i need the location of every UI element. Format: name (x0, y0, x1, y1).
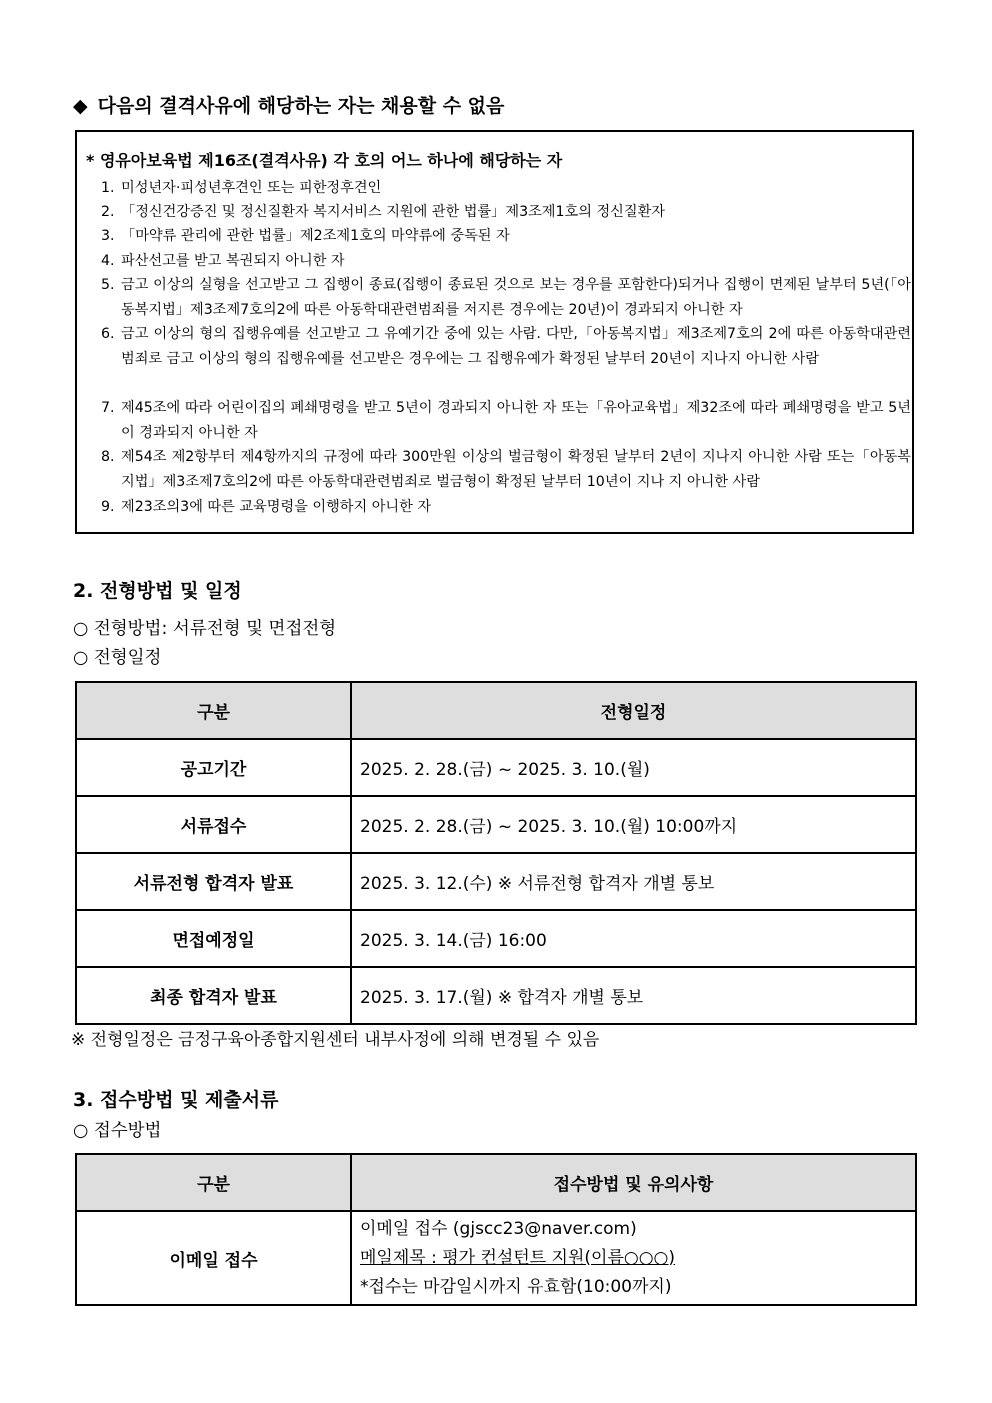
list-item: 9. 제23조의3에 따른 교육명령을 이행하지 아니한 자 (101, 499, 432, 515)
list-item: 6. 금고 이상의 형의 집행유예를 선고받고 그 유예기간 중에 있는 사람. 다만,「아동복지법」제3조제7호의 2에 따른 아동학대관련범죄로 금고 이상의 형의 집행유예를 선고받은 경우에는 그 집행유예가 확정된 날부터 20년이 지나지 아니한 사람 (101, 326, 911, 367)
deadline-note: *접수는 마감일시까지 유효함(10:00까지) (360, 1276, 672, 1297)
list-item: 2. 「정신건강증진 및 정신질환자 복지서비스 지원에 관한 법률」제3조제1호의 정신질환자 (101, 204, 665, 220)
table-header-row (76, 1154, 916, 1211)
row-value: 2025. 3. 17.(월) ※ 합격자 개별 통보 (351, 967, 916, 1024)
table-header-row (76, 682, 916, 739)
row-value: 2025. 3. 12.(수) ※ 서류전형 합격자 개별 통보 (351, 853, 916, 910)
list-item: 7. 제45조에 따라 어린이집의 폐쇄명령을 받고 5년이 경과되지 아니한 자 또는「유아교육법」제32조에 따라 폐쇄명령을 받고 5년이 경과되지 아니한 자 (101, 400, 911, 441)
table-row (76, 967, 916, 1024)
mail-subject-line: 메일제목 : 평가 컨설턴트 지원(이름○○○) (360, 1247, 676, 1268)
list-item: 3. 「마약류 관리에 관한 법률」제2조제1호의 마약류에 중독된 자 (101, 228, 510, 244)
section2-title: 2. 전형방법 및 일정 (73, 580, 242, 602)
submission-table (75, 1153, 917, 1306)
table-row (76, 853, 916, 910)
header-category: 구분 (76, 682, 351, 739)
section3-title: 3. 접수방법 및 제출서류 (73, 1089, 279, 1111)
header-method: 접수방법 및 유의사항 (351, 1154, 916, 1211)
list-item: 8. 제54조 제2항부터 제4항까지의 규정에 따라 300만원 이상의 벌금형이 확정된 날부터 2년이 지나지 아니한 사람 또는「아동복지법」제3조제7호의2에 따른 아동학대관련범죄로 벌금형이 확정된 날부터 10년이 지나 지 아니한 사람 (101, 449, 911, 490)
table-row (76, 739, 916, 796)
table-row (76, 796, 916, 853)
row-label: 이메일 접수 (76, 1211, 351, 1305)
row-label: 공고기간 (76, 739, 351, 796)
disqualification-box (75, 130, 914, 534)
table-row (76, 1211, 916, 1305)
row-label: 최종 합격자 발표 (76, 967, 351, 1024)
row-label: 면접예정일 (76, 910, 351, 967)
schedule-table (75, 681, 917, 1025)
row-value: 2025. 2. 28.(금) ~ 2025. 3. 10.(월) (351, 739, 916, 796)
email-line: 이메일 접수 (gjscc23@naver.com) (360, 1218, 637, 1239)
box-heading: * 영유아보육법 제16조(결격사유) 각 호의 어느 하나에 해당하는 자 (86, 151, 563, 170)
header-category: 구분 (76, 1154, 351, 1211)
schedule-note: ※ 전형일정은 금정구육아종합지원센터 내부사정에 의해 변경될 수 있음 (71, 1030, 600, 1050)
row-label: 서류접수 (76, 796, 351, 853)
schedule-label: ○ 전형일정 (73, 648, 162, 668)
submission-method-label: ○ 접수방법 (73, 1121, 162, 1141)
table-row (76, 910, 916, 967)
row-value: 2025. 2. 28.(금) ~ 2025. 3. 10.(월) 10:00까지 (351, 796, 916, 853)
row-value (351, 1211, 916, 1305)
list-item: 5. 금고 이상의 실형을 선고받고 그 집행이 종료(집행이 종료된 것으로 보는 경우를 포함한다)되거나 집행이 면제된 날부터 5년(「아동복지법」제3조제7호의2에 따른 아동학대관련범죄를 저지른 경우에는 20년)이 경과되지 아니한 자 (101, 277, 911, 318)
diamond-bullet-icon: ◆ (73, 95, 88, 117)
row-label: 서류전형 합격자 발표 (76, 853, 351, 910)
row-value: 2025. 3. 14.(금) 16:00 (351, 910, 916, 967)
selection-method: ○ 전형방법: 서류전형 및 면접전형 (73, 619, 337, 639)
list-item: 4. 파산선고를 받고 복권되지 아니한 자 (101, 253, 345, 269)
header-schedule: 전형일정 (351, 682, 916, 739)
disqualification-title: ◆ 다음의 결격사유에 해당하는 자는 채용할 수 없음 (73, 95, 505, 117)
list-item: 1. 미성년자·피성년후견인 또는 피한정후견인 (101, 180, 382, 196)
